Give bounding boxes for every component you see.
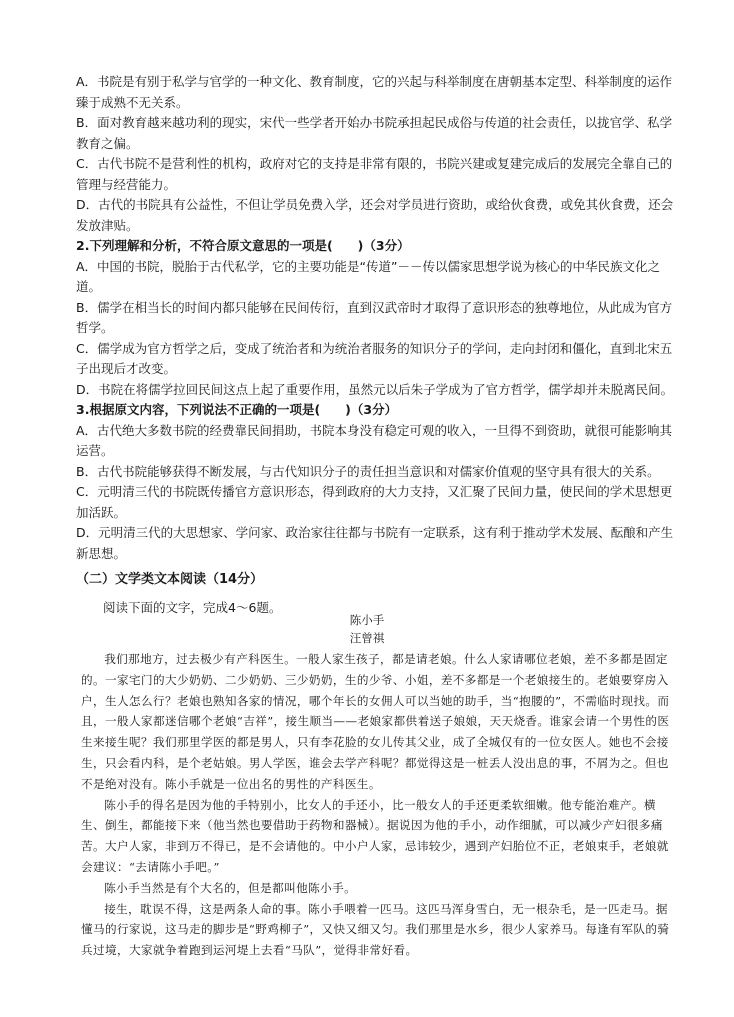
q3-option-b: B．古代书院能够获得不断发展，与古代知识分子的责任担当意识和对儒家价值观的坚守具有很大的关系。 (76, 463, 660, 479)
q2-option-a: A．中国的书院，脱胎于古代私学，它的主要功能是“传道”－－传以儒家思想学说为核心的中华民族文化之道。 (76, 258, 661, 294)
section-heading: （二）文学类文本阅读（14分） (76, 572, 264, 587)
story-paragraph-4: 接生，耽误不得，这是两条人命的事。陈小手喂着一匹马。这匹马浑身雪白，无一根杂毛，是一匹走马。据懂马的行家说，这马走的脚步是“野鸡柳子”，又快又细又匀。我们那里是水乡，很少人家养马。每逢有军队的骑兵过境，大家就争着跑到运河堤上去看“马队”，觉得非常好看。 (81, 901, 670, 958)
q3-option-a: A．古代绝大多数书院的经费靠民间捐助，书院本身没有稳定可观的收入，一旦得不到资助，就很可能影响其运营。 (76, 422, 673, 458)
q1-option-a: A．书院是有别于私学与官学的一种文化、教育制度，它的兴起与科举制度在唐朝基本定型、科举制度的运作臻于成熟不无关系。 (76, 74, 673, 110)
story-author: 汪曾祺 (349, 631, 385, 645)
q3-option-c: C．元明清三代的书院既传播官方意识形态，得到政府的大力支持，又汇聚了民间力量，使民间的学术思想更加活跃。 (76, 484, 673, 520)
story-body (81, 649, 672, 961)
q2-title: 2.下列理解和分析，不符合原文意思的一项是( )（3分） (76, 238, 410, 253)
q3-title: 3.根据原文内容，下列说法不正确的一项是( )（3分） (76, 402, 398, 417)
q3-option-d: D．元明清三代的大思想家、学问家、政治家往往都与书院有一定联系，这有利于推动学术发展、酝酿和产生新思想。 (76, 525, 674, 561)
section-instruction: 阅读下面的文字，完成4～6题。 (103, 600, 282, 615)
story-title: 陈小手 (349, 613, 385, 627)
q2-option-d: D．书院在将儒学拉回民间这点上起了重要作用，虽然元以后朱子学成为了官方哲学，儒学却并未脱离民间。 (76, 381, 674, 397)
questions-block (76, 72, 676, 564)
q1-option-d: D．古代的书院具有公益性，不但让学员免费入学，还会对学员进行资助，或给伙食费，或免其伙食费，还会发放津贴。 (76, 197, 674, 233)
q2-option-c: C．儒学成为官方哲学之后，变成了统治者和为统治者服务的知识分子的学问，走向封闭和僵化，直到北宋五子出现后才改变。 (76, 340, 673, 376)
story-paragraph-1: 我们那地方，过去极少有产科医生。一般人家生孩子，都是请老娘。什么人家请哪位老娘，差不多都是固定的。一家宅门的大少奶奶、二少奶奶、三少奶奶，生的少爷、小姐，差不多都是一个老娘接生的。老娘要穿房入户，生人怎么行？老娘也熟知各家的情况，哪个年长的女佣人可以当她的助手，当“抱腰的”，不需临时现找。而且，一般人家都迷信哪个老娘“吉祥”，接生顺当——老娘家都供着送子娘娘，天天烧香。谁家会请一个男性的医生来接生呢？我们那里学医的都是男人，只有李花脸的女儿传其父业，成了全城仅有的一位女医人。她也不会接生，只会看内科，是个老姑娘。男人学医，谁会去学产科呢？都觉得这是一桩丢人没出息的事，不屑为之。但也不是绝对没有。陈小手就是一位出名的男性的产科医生。 (81, 652, 670, 791)
q2-option-b: B．儒学在相当长的时间内都只能够在民间传衍，直到汉武帝时才取得了意识形态的独尊地位，从此成为官方哲学。 (76, 299, 673, 335)
q1-option-c: C．古代书院不是营利性的机构，政府对它的支持是非常有限的，书院兴建或复建完成后的发展完全靠自己的管理与经营能力。 (76, 156, 673, 192)
q1-option-b: B．面对教育越来越功利的现实，宋代一些学者开始办书院承担起民成俗与传道的社会责任，以拢官学、私学教育之偏。 (76, 115, 673, 151)
story-paragraph-3: 陈小手当然是有个大名的，但是都叫他陈小手。 (104, 880, 357, 895)
story-paragraph-2: 陈小手的得名是因为他的手特别小，比女人的手还小，比一般女人的手还更柔软细嫩。他专能治难产。横生、倒生，都能接下来（他当然也要借助于药物和器械）。据说因为他的手小，动作细腻，可以减少产妇很多痛苦。大户人家，非到万不得已，是不会请他的。中小户人家，忌讳较少，遇到产妇胎位不正，老娘束手，老娘就会建议：“去请陈小手吧。” (81, 797, 669, 874)
